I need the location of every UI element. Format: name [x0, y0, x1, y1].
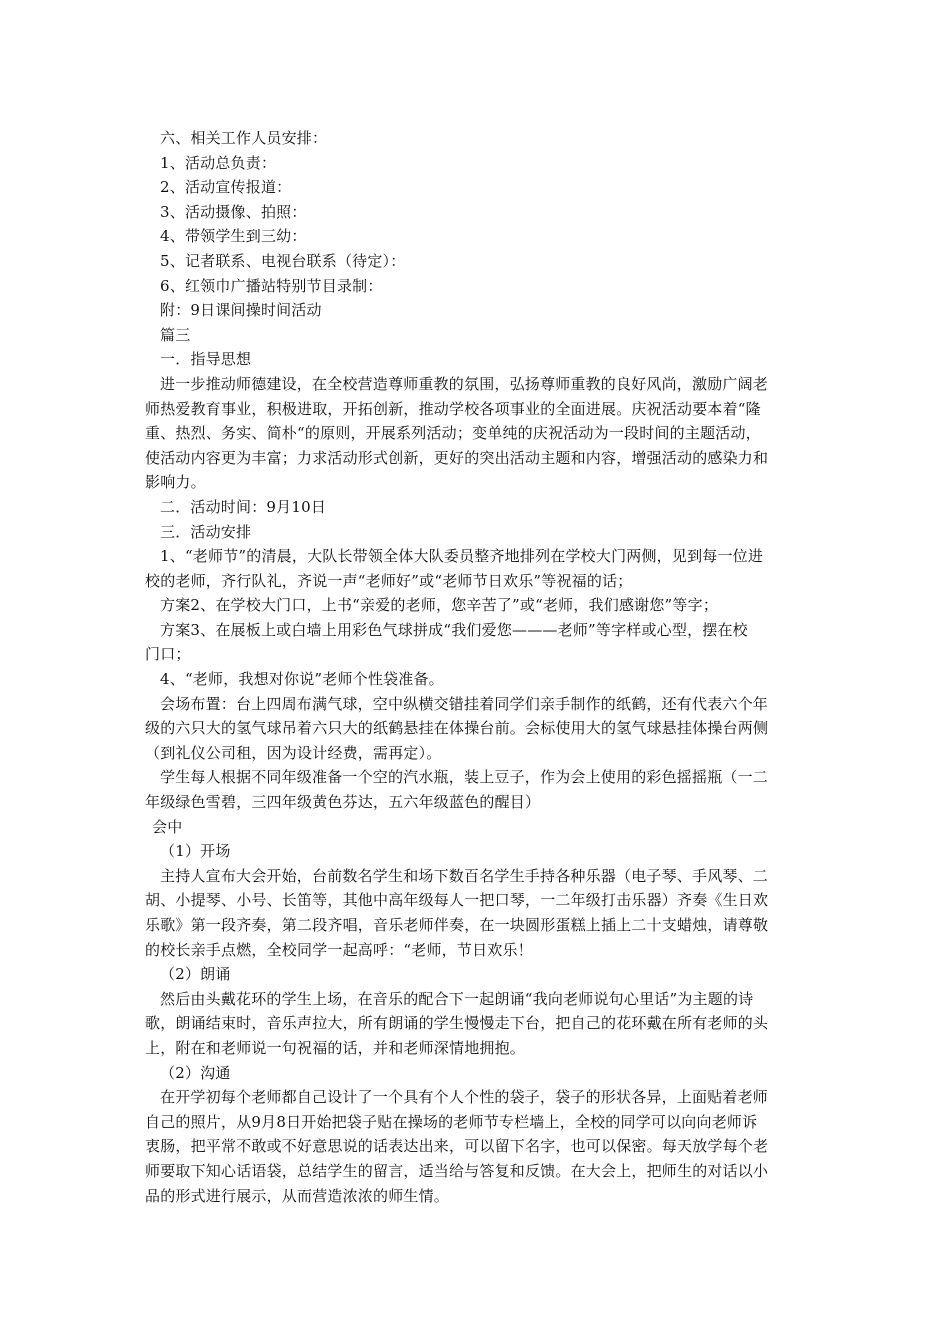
text-line: 影响力。	[145, 473, 206, 492]
text-line: 4、带领学生到三幼：	[160, 227, 307, 246]
text-line: 进一步推动师德建设，在全校营造尊师重教的氛围，弘扬尊师重教的良好风尚，激励广阔老	[160, 374, 769, 393]
text-line: 一．指导思想	[160, 350, 252, 369]
text-line: （到礼仪公司租，因为设计经费，需再定）。	[145, 743, 442, 762]
text-line: 2、活动宣传报道：	[160, 178, 292, 197]
text-line: 会中	[152, 817, 183, 836]
text-line: 1、“老师节”的清晨，大队长带领全体大队委员整齐地排列在学校大门两侧，见到每一位进	[160, 547, 764, 566]
text-line: （2）朗诵	[160, 965, 231, 984]
text-line: 重、热烈、务实、简朴“的原则，开展系列活动；变单纯的庆祝活动为一段时间的主题活动，	[145, 424, 761, 443]
text-line: 方案2、在学校大门口，上书“亲爱的老师，您辛苦了”或“老师，我们感谢您”等字；	[160, 596, 719, 615]
text-line: 级的六只大的氢气球吊着六只大的纸鹤悬挂在体操台前。会标使用大的氢气球悬挂体操台两侧	[145, 719, 769, 738]
text-line: 5、记者联系、电视台联系（待定）：	[160, 251, 406, 270]
text-line: 自己的照片，从9月8日开始把袋子贴在操场的老师节专栏墙上，全校的同学可以向向老师诉	[145, 1112, 758, 1131]
text-line: 篇三	[160, 325, 191, 344]
text-line: 歌，朗诵结束时，音乐声拉大，所有朗诵的学生慢慢走下台，把自己的花环戴在所有老师的头	[145, 1014, 769, 1033]
text-line: 校的老师，齐行队礼，齐说一声“老师好”或“老师节日欢乐”等祝福的话；	[145, 571, 633, 590]
text-line: 胡、小提琴、小号、长笛等，其他中高年级每人一把口琴，一二年级打击乐器）齐奏《生日欢	[145, 891, 769, 910]
text-line: 学生每人根据不同年级准备一个空的汽水瓶，装上豆子，作为会上使用的彩色摇摇瓶（一二	[160, 768, 769, 787]
text-line: 的校长亲手点燃，全校同学一起高呼：“老师，节日欢乐！	[145, 940, 533, 959]
text-line: 门口；	[145, 645, 191, 664]
text-line: 上，附在和老师说一句祝福的话，并和老师深情地拥抱。	[145, 1038, 526, 1057]
document-body	[145, 126, 815, 1208]
text-line: 1、活动总负责：	[160, 153, 277, 172]
text-line: 乐歌》第一段齐奏，第二段齐唱，音乐老师伴奏，在一块圆形蛋糕上插上二十支蜡烛，请尊敬	[145, 916, 769, 934]
text-line: 4、“老师，我想对你说”老师个性袋准备。	[160, 670, 444, 689]
text-line: 二．活动时间：9月10日	[160, 497, 327, 516]
text-line: 会场布置：台上四周布满气球，空中纵横交错挂着同学们亲手制作的纸鹤，还有代表六个年	[160, 694, 769, 713]
text-line: 六、相关工作人员安排：	[160, 129, 328, 147]
text-line: （1）开场	[160, 842, 231, 861]
text-line: 方案3、在展板上或白墙上用彩色气球拼成“我们爱您———老师”等字样或心型，摆在校	[160, 620, 748, 639]
text-line: 然后由头戴花环的学生上场，在音乐的配合下一起朗诵“我向老师说句心里话”为主题的诗	[160, 989, 754, 1008]
text-line: 主持人宣布大会开始，台前数名学生和场下数百名学生手持各种乐器（电子琴、手风琴、二	[160, 866, 769, 885]
text-line: 6、红领巾广播站特别节目录制：	[160, 276, 383, 295]
text-line: 3、活动摄像、拍照：	[160, 202, 307, 221]
text-line: 衷肠，把平常不敢或不好意思说的话表达出来，可以留下名字，也可以保密。每天放学每个老	[145, 1137, 769, 1156]
text-line: （2）沟通	[160, 1063, 231, 1082]
text-line: 使活动内容更为丰富；力求活动形式创新，更好的突出活动主题和内容，增强活动的感染力和	[145, 448, 769, 467]
text-line: 在开学初每个老师都自己设计了一个具有个人个性的袋子，袋子的形状各异，上面贴着老师	[160, 1088, 769, 1107]
text-line: 师热爱教育事业，积极进取，开拓创新，推动学校各项事业的全面进展。庆祝活动要本着“隆	[145, 399, 761, 418]
text-line: 品的形式进行展示，从而营造浓浓的师生情。	[145, 1186, 450, 1205]
text-line: 年级绿色雪碧，三四年级黄色芬达，五六年级蓝色的醒目）	[145, 793, 541, 812]
text-line: 附：9日课间操时间活动	[160, 301, 322, 320]
text-line: 三．活动安排	[160, 522, 252, 541]
text-line: 师要取下知心话语袋，总结学生的留言，适当给与答复和反馈。在大会上，把师生的对话以小	[145, 1161, 769, 1180]
